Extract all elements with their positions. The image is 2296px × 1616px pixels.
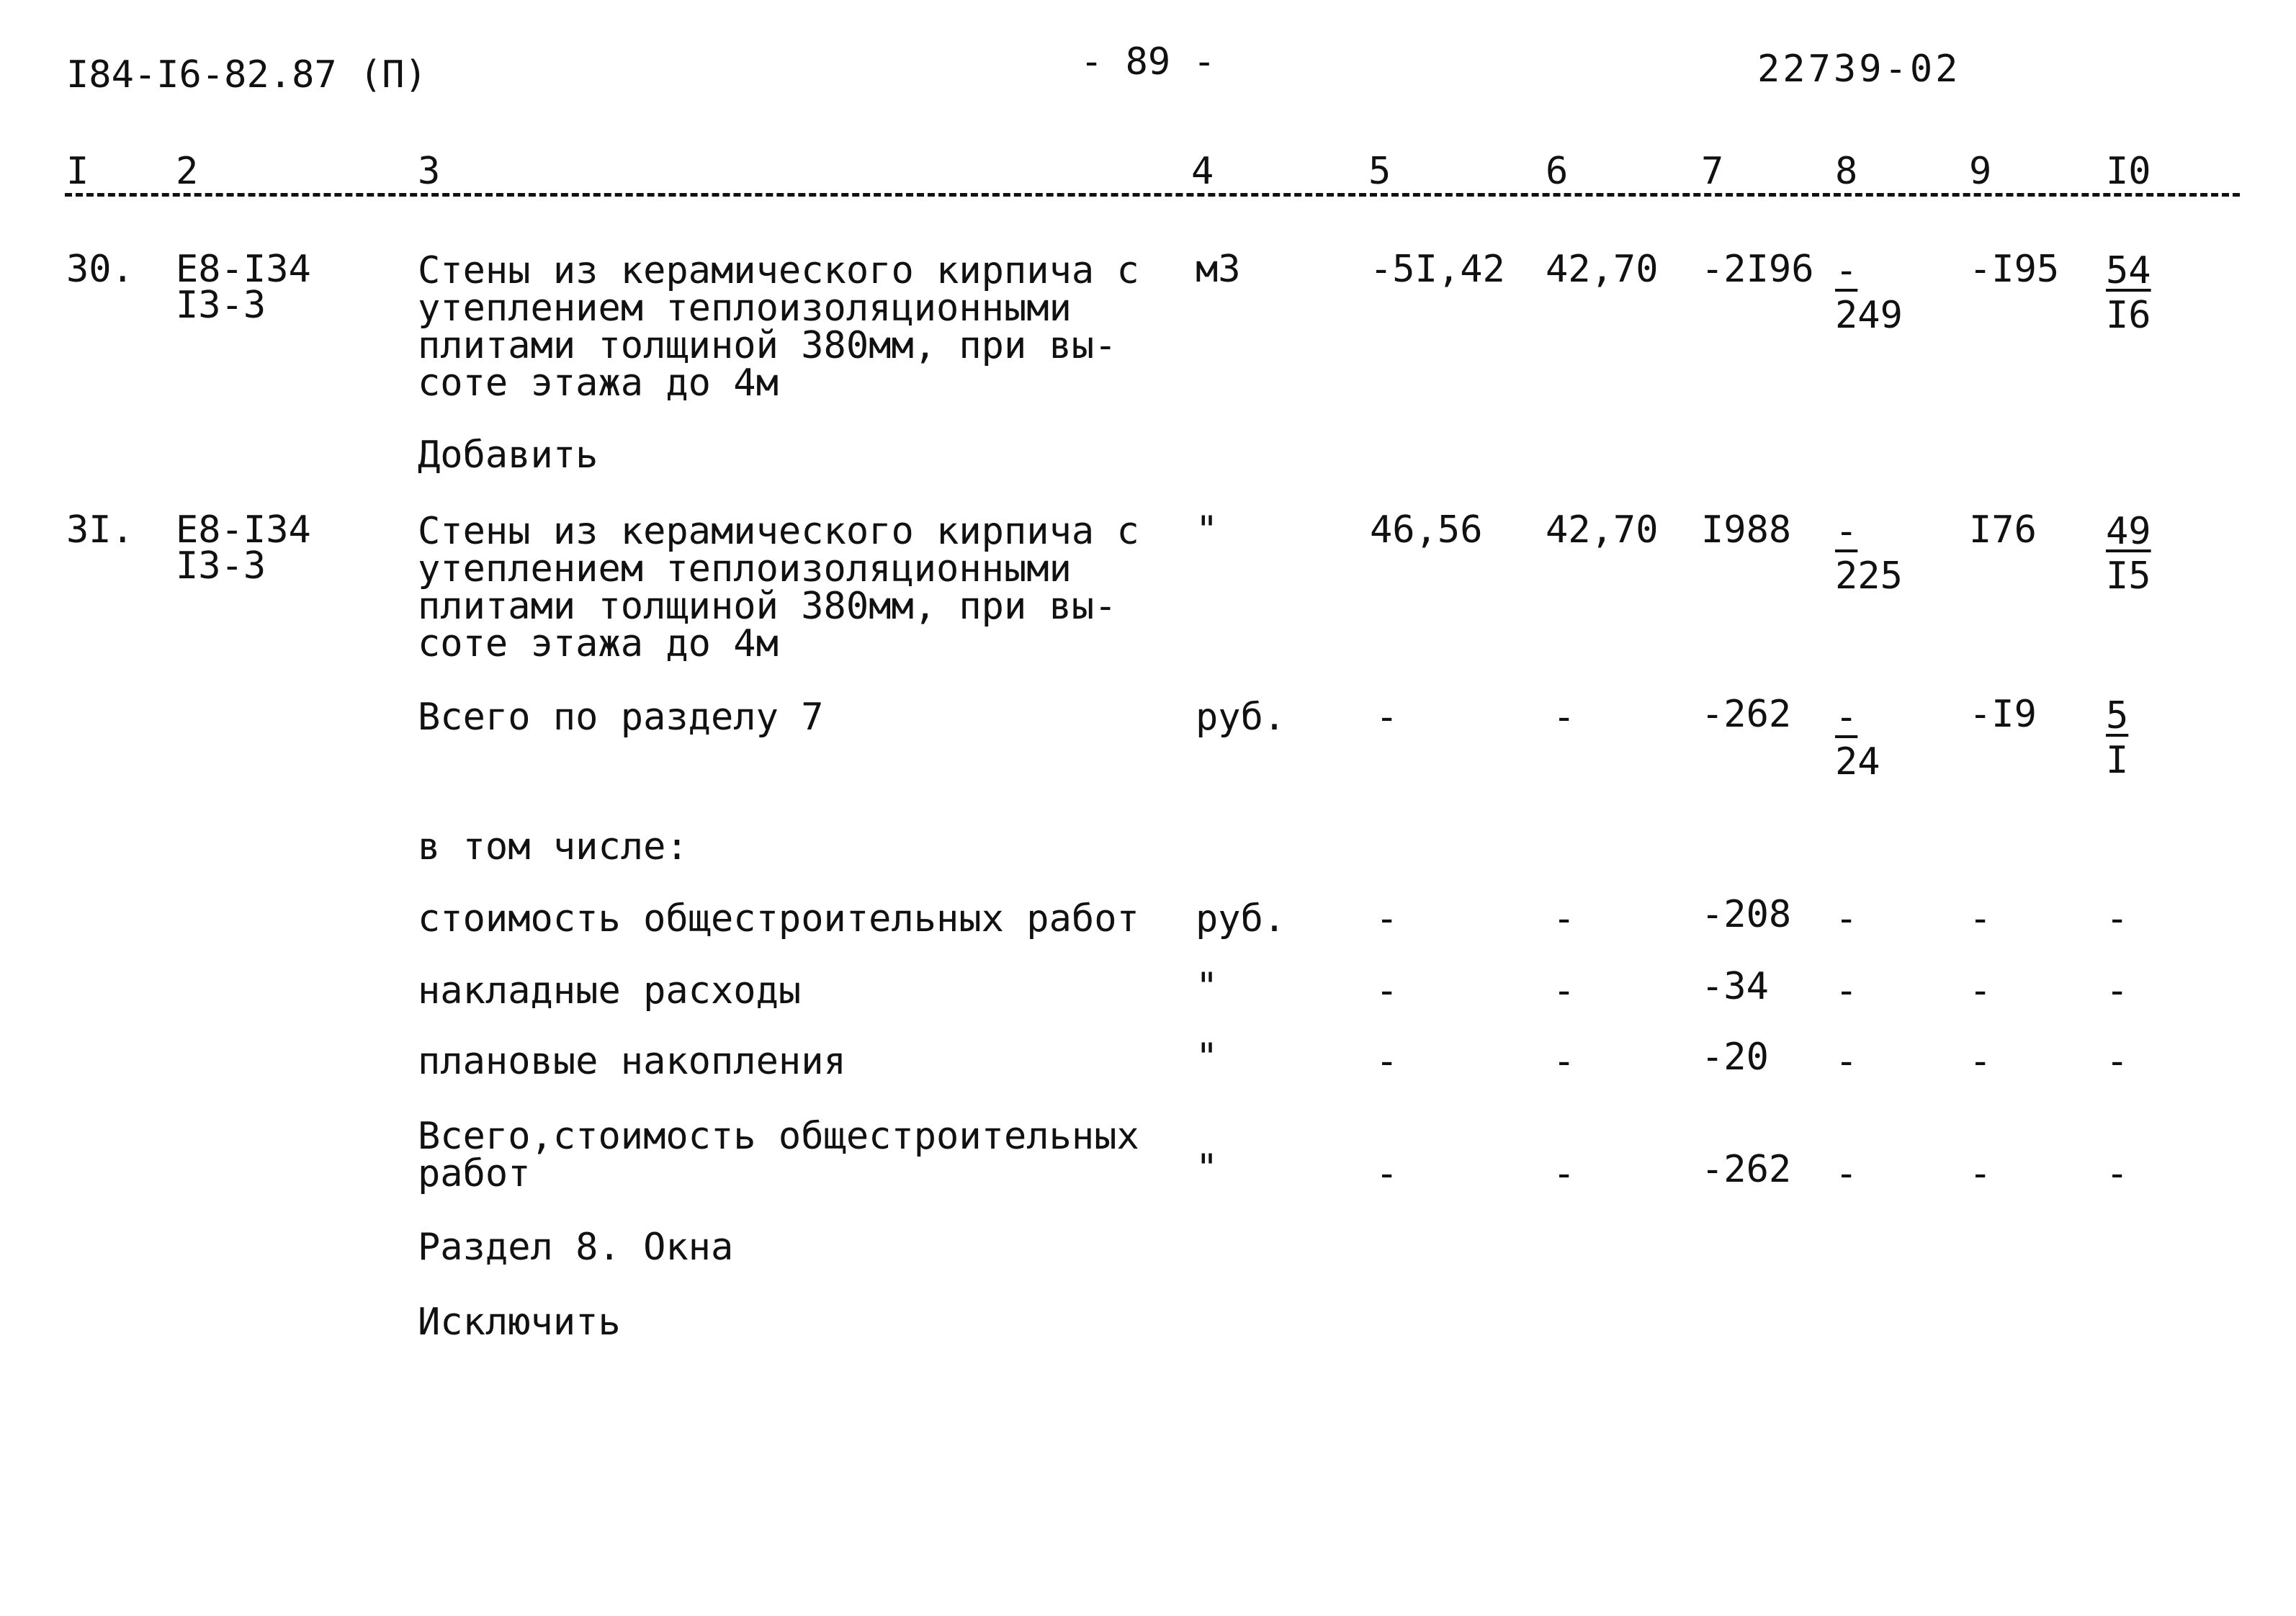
row-31-number: 3I. xyxy=(66,508,134,552)
section7-total-col5: - xyxy=(1376,696,1399,739)
row-31-col8-top: - xyxy=(1835,510,1858,553)
section7-total-label: Всего по разделу 7 xyxy=(418,696,824,739)
general-works-col6: - xyxy=(1553,897,1576,941)
col-header-1: I xyxy=(66,150,89,193)
section7-total-col6: - xyxy=(1553,696,1576,739)
exclude-label: Исключить xyxy=(418,1301,621,1344)
overhead-label: накладные расходы xyxy=(418,969,802,1013)
general-works-col7: -208 xyxy=(1701,893,1792,936)
row-30-col10-top: 54 xyxy=(2106,249,2151,292)
row-31-col10-bottom: I5 xyxy=(2106,555,2151,598)
row-31-col10-top: 49 xyxy=(2106,510,2151,553)
col-header-3: 3 xyxy=(418,150,441,193)
col-header-7: 7 xyxy=(1701,150,1724,193)
row-30-col8-bottom: 249 xyxy=(1835,294,1903,337)
general-works-col10: - xyxy=(2106,897,2129,941)
document-code: I84-I6-82.87 (П) xyxy=(66,53,427,96)
section7-total-col10-top: 5 xyxy=(2106,694,2129,737)
row-30-desc-4: соте этажа до 4м xyxy=(418,362,779,405)
row-31-col8 xyxy=(1835,510,1903,598)
row-31-col7: I988 xyxy=(1701,508,1792,552)
total-general-label-1: Всего,стоимость общестроительных xyxy=(418,1115,1139,1158)
row-30-col7: -2I96 xyxy=(1701,248,1814,291)
row-30-col5: -5I,42 xyxy=(1370,248,1505,291)
general-works-col5: - xyxy=(1376,897,1399,941)
overhead-unit: " xyxy=(1196,965,1219,1008)
row-30-code-2: I3-3 xyxy=(176,284,266,327)
row-31-desc-1: Стены из керамического кирпича с xyxy=(418,510,1139,553)
row-31-unit: " xyxy=(1196,508,1219,552)
overhead-col8: - xyxy=(1835,969,1858,1013)
col-header-9: 9 xyxy=(1969,150,1992,193)
col-header-8: 8 xyxy=(1835,150,1858,193)
row-31-col8-bottom: 225 xyxy=(1835,555,1903,598)
row-30-number: 30. xyxy=(66,248,134,291)
section7-total-unit: руб. xyxy=(1196,696,1286,739)
planned-savings-col5: - xyxy=(1376,1040,1399,1083)
row-31-col10 xyxy=(2106,510,2151,598)
overhead-col6: - xyxy=(1553,969,1576,1013)
row-31-col6: 42,70 xyxy=(1546,508,1659,552)
section7-total-col10-bottom: I xyxy=(2106,739,2129,782)
section8-heading: Раздел 8. Окна xyxy=(418,1226,734,1269)
col-header-2: 2 xyxy=(176,150,199,193)
overhead-col9: - xyxy=(1969,969,1992,1013)
row-30-col9: -I95 xyxy=(1969,248,2060,291)
col-header-10: I0 xyxy=(2106,150,2151,193)
row-30-desc-2: утеплением теплоизоляционными xyxy=(418,287,1072,330)
section7-total-col8-top: - xyxy=(1835,696,1858,739)
row-31-col5: 46,56 xyxy=(1370,508,1483,552)
section7-total-col7: -262 xyxy=(1701,693,1792,736)
general-works-col9: - xyxy=(1969,897,1992,941)
row-31-code-2: I3-3 xyxy=(176,544,266,588)
overhead-col10: - xyxy=(2106,969,2129,1013)
row-30-desc-3: плитами толщиной 380мм, при вы- xyxy=(418,324,1117,367)
row-30-desc-1: Стены из керамического кирпича с xyxy=(418,249,1139,292)
planned-savings-label: плановые накопления xyxy=(418,1040,846,1083)
col-header-5: 5 xyxy=(1368,150,1391,193)
row-30-col8-top: - xyxy=(1835,249,1858,292)
row-31-desc-2: утеплением теплоизоляционными xyxy=(418,547,1072,591)
row-30-col10 xyxy=(2106,249,2151,337)
planned-savings-col9: - xyxy=(1969,1040,1992,1083)
row-30-col10-bottom: I6 xyxy=(2106,294,2151,337)
col-header-4: 4 xyxy=(1191,150,1214,193)
general-works-unit: руб. xyxy=(1196,897,1286,941)
planned-savings-col8: - xyxy=(1835,1040,1858,1083)
planned-savings-col10: - xyxy=(2106,1040,2129,1083)
total-general-unit: " xyxy=(1196,1146,1219,1190)
overhead-col7: -34 xyxy=(1701,965,1769,1008)
inventory-number: 22739-02 xyxy=(1757,48,1961,91)
total-general-col10: - xyxy=(2106,1152,2129,1195)
overhead-col5: - xyxy=(1376,969,1399,1013)
total-general-col8: - xyxy=(1835,1152,1858,1195)
section7-total-col8 xyxy=(1835,696,1880,784)
total-general-label-2: работ xyxy=(418,1152,531,1195)
planned-savings-unit: " xyxy=(1196,1036,1219,1079)
row-30-code-1: Е8-I34 xyxy=(176,248,311,291)
header-divider xyxy=(65,193,2240,197)
col-header-6: 6 xyxy=(1546,150,1569,193)
row-31-desc-4: соте этажа до 4м xyxy=(418,622,779,665)
planned-savings-col6: - xyxy=(1553,1040,1576,1083)
planned-savings-col7: -20 xyxy=(1701,1036,1769,1079)
total-general-col5: - xyxy=(1376,1152,1399,1195)
row-30-unit: м3 xyxy=(1196,248,1241,291)
including-label: в том числе: xyxy=(418,825,689,868)
row-30-col8 xyxy=(1835,249,1903,337)
row-31-desc-3: плитами толщиной 380мм, при вы- xyxy=(418,585,1117,628)
general-works-label: стоимость общестроительных работ xyxy=(418,897,1139,941)
total-general-col6: - xyxy=(1553,1152,1576,1195)
row-31-col9: I76 xyxy=(1969,508,2037,552)
row-31-code-1: Е8-I34 xyxy=(176,508,311,552)
section7-total-col9: -I9 xyxy=(1969,693,2037,736)
page-number: - 89 - xyxy=(1080,40,1216,84)
total-general-col7: -262 xyxy=(1701,1148,1792,1191)
section7-total-col10 xyxy=(2106,694,2129,782)
total-general-col9: - xyxy=(1969,1152,1992,1195)
general-works-col8: - xyxy=(1835,897,1858,941)
row-30-col6: 42,70 xyxy=(1546,248,1659,291)
section7-total-col8-bottom: 24 xyxy=(1835,740,1880,784)
add-label: Добавить xyxy=(418,434,598,477)
